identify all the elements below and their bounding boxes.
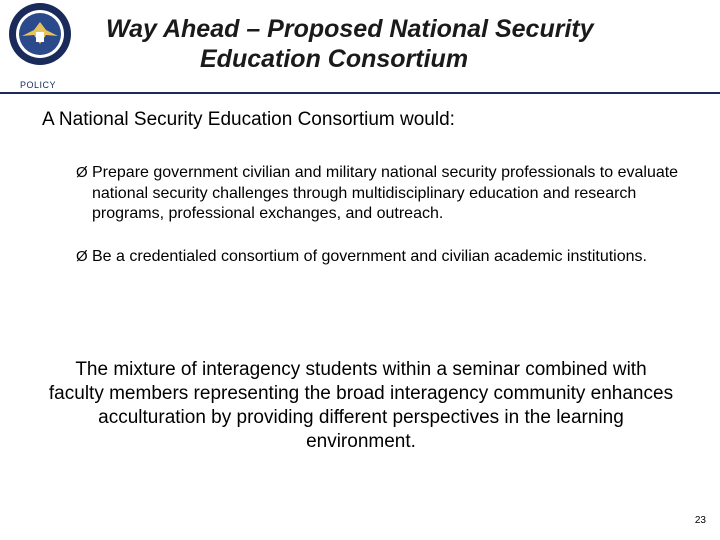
bullet-item xyxy=(76,247,686,268)
slide-title xyxy=(80,14,720,74)
arrow-bullet-icon: Ø xyxy=(76,247,88,265)
arrow-bullet-icon: Ø xyxy=(76,164,88,181)
bullet-list xyxy=(76,163,686,289)
department-seal-icon xyxy=(8,2,72,66)
intro-text: A National Security Education Consortium would: xyxy=(42,109,455,130)
title-line-1: Way Ahead – Proposed National Security xyxy=(106,15,594,43)
bullet-text: Be a credentialed consortium of government and civilian academic institutions. xyxy=(92,247,647,265)
page-number: 23 xyxy=(694,515,706,526)
header-divider xyxy=(0,92,720,94)
bullet-text: Prepare government civilian and military national security professionals to evaluate national security challenges through multidisciplinary education and research programs, professional exchanges, and outreach. xyxy=(92,164,679,222)
title-line-2: Education Consortium xyxy=(200,45,469,73)
closing-statement: The mixture of interagency students within a seminar combined with faculty members representing the broad interagency community enhances acculturation by providing different perspectives in the learning environment. xyxy=(48,359,674,452)
bullet-item xyxy=(76,163,686,225)
seal-label: POLICY xyxy=(20,80,57,90)
